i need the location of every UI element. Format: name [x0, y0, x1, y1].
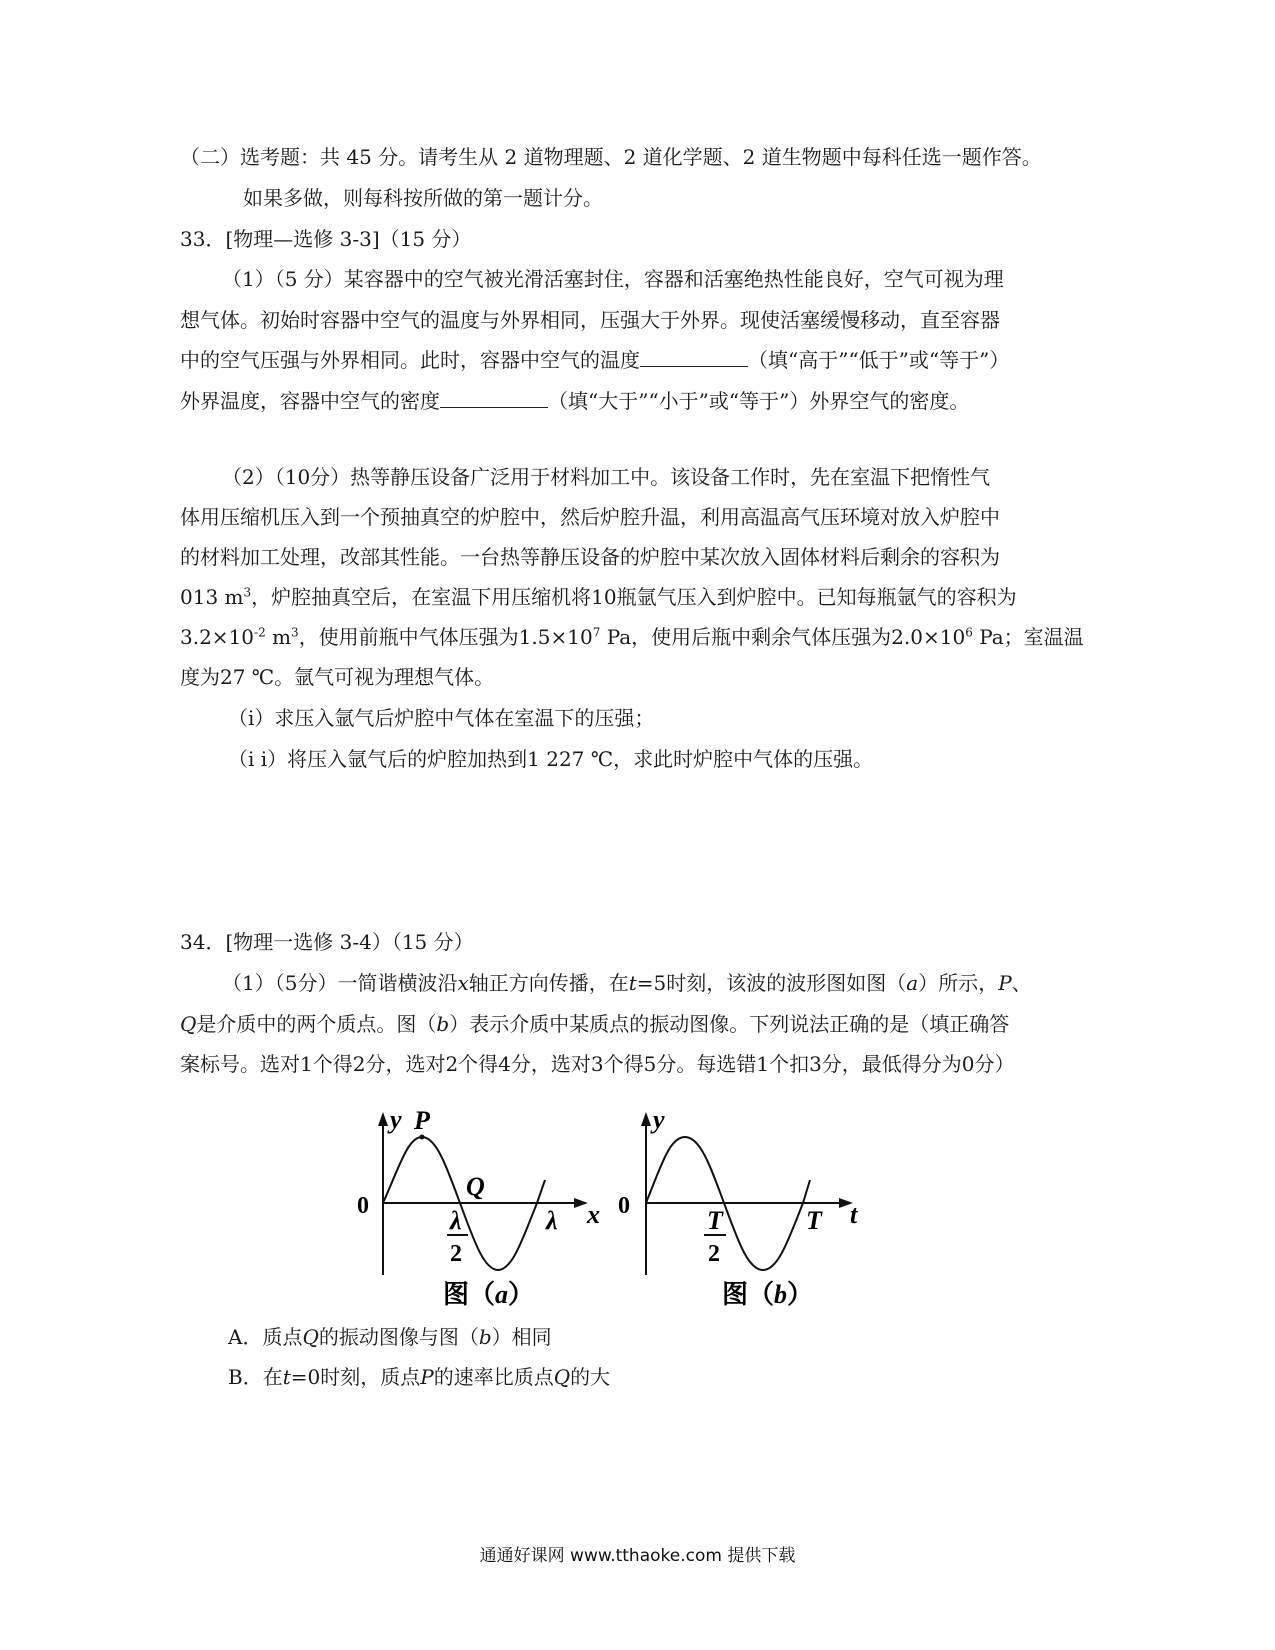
wave-figures: [340, 1100, 880, 1315]
pressure-after-exp: 6: [965, 625, 973, 640]
var-t: t: [282, 1365, 291, 1389]
q33-p1-line4-choices: （填“大于”“小于”或“等于”）外界空气的密度。: [548, 389, 970, 413]
q34-text: 轴正方向传播，在: [468, 971, 629, 995]
var-Q: Q: [180, 1012, 197, 1036]
bottle-volume-exp: -2: [254, 625, 266, 640]
option-B-text: =0时刻，质点: [290, 1365, 421, 1389]
bottle-volume-unit-exp: 3: [291, 625, 299, 640]
bottle-volume: 3.2×10: [180, 625, 255, 649]
bottle-volume-unit: m: [265, 625, 292, 649]
option-B-text: 的大: [570, 1365, 611, 1389]
figure-a-origin: 0: [357, 1193, 369, 1219]
q33-p1-line1: （1）（5 分）某容器中的空气被光滑活塞封住，容器和活塞绝热性能良好，空气可视为理: [222, 267, 1004, 291]
option-A-text: ）相同: [491, 1325, 552, 1349]
section-instruction: （二）选考题：共 45 分。请考生从 2 道物理题、2 道化学题、2 道生物题中每科任选一题作答。: [180, 145, 1042, 169]
var-a: a: [906, 971, 919, 995]
q33-p2-line4-text: ，炉腔抽真空后，在室温下用压缩机将10瓶氩气压入到炉腔中。已知每瓶氩气的容积为: [251, 585, 1017, 609]
q33-p1-line3-choices: （填“高于”“低于”或“等于”）: [748, 348, 1010, 372]
option-A-text: 的振动图像与图（: [318, 1325, 479, 1349]
q34-text: 是介质中的两个质点。图（: [196, 1012, 437, 1036]
answer-blank-temperature[interactable]: [640, 348, 748, 367]
page-footer: 通通好课网 www.tthaoke.com 提供下载: [479, 1546, 796, 1566]
figure-a-y-label: y: [390, 1105, 402, 1134]
figure-a-y-arrow: [378, 1112, 388, 1126]
q33-p2-line3: 的材料加工处理，改部其性能。一台热等静压设备的炉腔中某次放入固体材料后剩余的容积为: [180, 545, 1000, 569]
q33-p1-line2: 想气体。初始时容器中空气的温度与外界相同，压强大于外界。现使活塞缓慢移动，直至容器: [180, 308, 1000, 332]
option-B-text: 的速率比质点: [433, 1365, 554, 1389]
var-P: P: [998, 971, 1012, 995]
q33-p2-line2: 体用压缩机压入到一个预抽真空的炉腔中，然后炉腔升温，利用高温高气压环境对放入炉腔中: [180, 505, 1000, 529]
q33-p1-line4-text: 外界温度，容器中空气的密度: [180, 389, 440, 413]
figure-b-t-label: t: [850, 1200, 858, 1229]
q33-p2-line5-tail: Pa；室温温: [972, 625, 1084, 649]
q34-p1-line2: [180, 1010, 1009, 1038]
figure-a-lambda-label: λ: [546, 1206, 558, 1235]
q33-sub-ii: （i i）将压入氩气后的炉腔加热到1 227 ℃，求此时炉腔中气体的压强。: [228, 747, 874, 771]
figure-a-x-arrow: [574, 1198, 588, 1208]
q34-header: 34．[物理一选修 3-4）（15 分）: [180, 930, 474, 954]
figure-b-origin: 0: [618, 1193, 630, 1219]
figure-b-y-label: y: [653, 1105, 665, 1134]
figure-a-half-lambda-num: λ: [450, 1206, 462, 1235]
figure-a-caption: 图（a）: [443, 1280, 535, 1309]
pressure-before-exp: 7: [592, 625, 601, 640]
q34-p1-line1: [222, 969, 1032, 997]
pressure-before-text: ，使用前瓶中气体压强为1.5×10: [298, 625, 593, 649]
point-P-marker: [420, 1135, 425, 1140]
var-b: b: [478, 1325, 492, 1349]
answer-blank-density[interactable]: [440, 389, 548, 408]
q33-p1-line3-text: 中的空气压强与外界相同。此时，容器中空气的温度: [180, 348, 640, 372]
point-Q-label: Q: [466, 1172, 485, 1201]
q33-header: 33．[物理—选修 3-3]（15 分）: [180, 227, 472, 251]
option-A-text: A．质点: [228, 1325, 303, 1349]
var-b: b: [436, 1012, 450, 1036]
q34-p1-line3: 案标号。选对1个得2分，选对2个得4分，选对3个得5分。每选错1个扣3分，最低得分为0分）: [180, 1052, 1015, 1076]
q34-text: （1）（5分）一简谐横波沿: [222, 971, 458, 995]
figure-b: [618, 1105, 858, 1309]
option-B-text: B．在: [228, 1365, 283, 1389]
q33-sub-i: （i）求压入氩气后炉腔中气体在室温下的压强；: [228, 706, 655, 730]
q33-p2-line1: （2）（10分）热等静压设备广泛用于材料加工中。该设备工作时，先在室温下把惰性气: [222, 465, 991, 489]
var-Q: Q: [302, 1325, 319, 1349]
volume-value: 013 m: [180, 585, 244, 609]
q34-text: ）表示介质中某质点的振动图像。下列说法正确的是（填正确答: [449, 1012, 1010, 1036]
option-B: [228, 1363, 610, 1391]
var-x: x: [457, 971, 469, 995]
figure-a-half-lambda-den: 2: [450, 1241, 462, 1267]
var-t: t: [628, 971, 637, 995]
var-P: P: [420, 1365, 434, 1389]
option-A: [228, 1323, 552, 1351]
q33-p2-line4: [180, 583, 1017, 611]
volume-exponent: 3: [243, 585, 252, 600]
point-P-label: P: [414, 1106, 430, 1135]
q33-p1-line4: [180, 387, 969, 415]
figure-a-x-label: x: [587, 1200, 600, 1229]
var-Q: Q: [553, 1365, 571, 1389]
q33-p2-line6: 度为27 ℃。氩气可视为理想气体。: [180, 665, 495, 689]
figure-b-half-T-num: T: [707, 1206, 723, 1235]
figure-b-y-arrow: [641, 1112, 651, 1126]
figure-b-T-label: T: [806, 1206, 822, 1235]
q33-p2-line5: [180, 623, 1084, 651]
section-instruction-cont: 如果多做，则每科按所做的第一题计分。: [243, 186, 603, 210]
q34-text: 、: [1011, 971, 1032, 995]
pressure-after-text: Pa，使用后瓶中剩余气体压强为2.0×10: [600, 625, 966, 649]
figure-a: [357, 1105, 600, 1309]
q34-text: =5时刻，该波的波形图如图（: [636, 971, 907, 995]
q33-p1-line3: [180, 346, 1009, 374]
figure-b-half-T-den: 2: [708, 1241, 720, 1267]
figure-b-caption: 图（b）: [722, 1280, 814, 1309]
q34-text: ）所示，: [918, 971, 999, 995]
